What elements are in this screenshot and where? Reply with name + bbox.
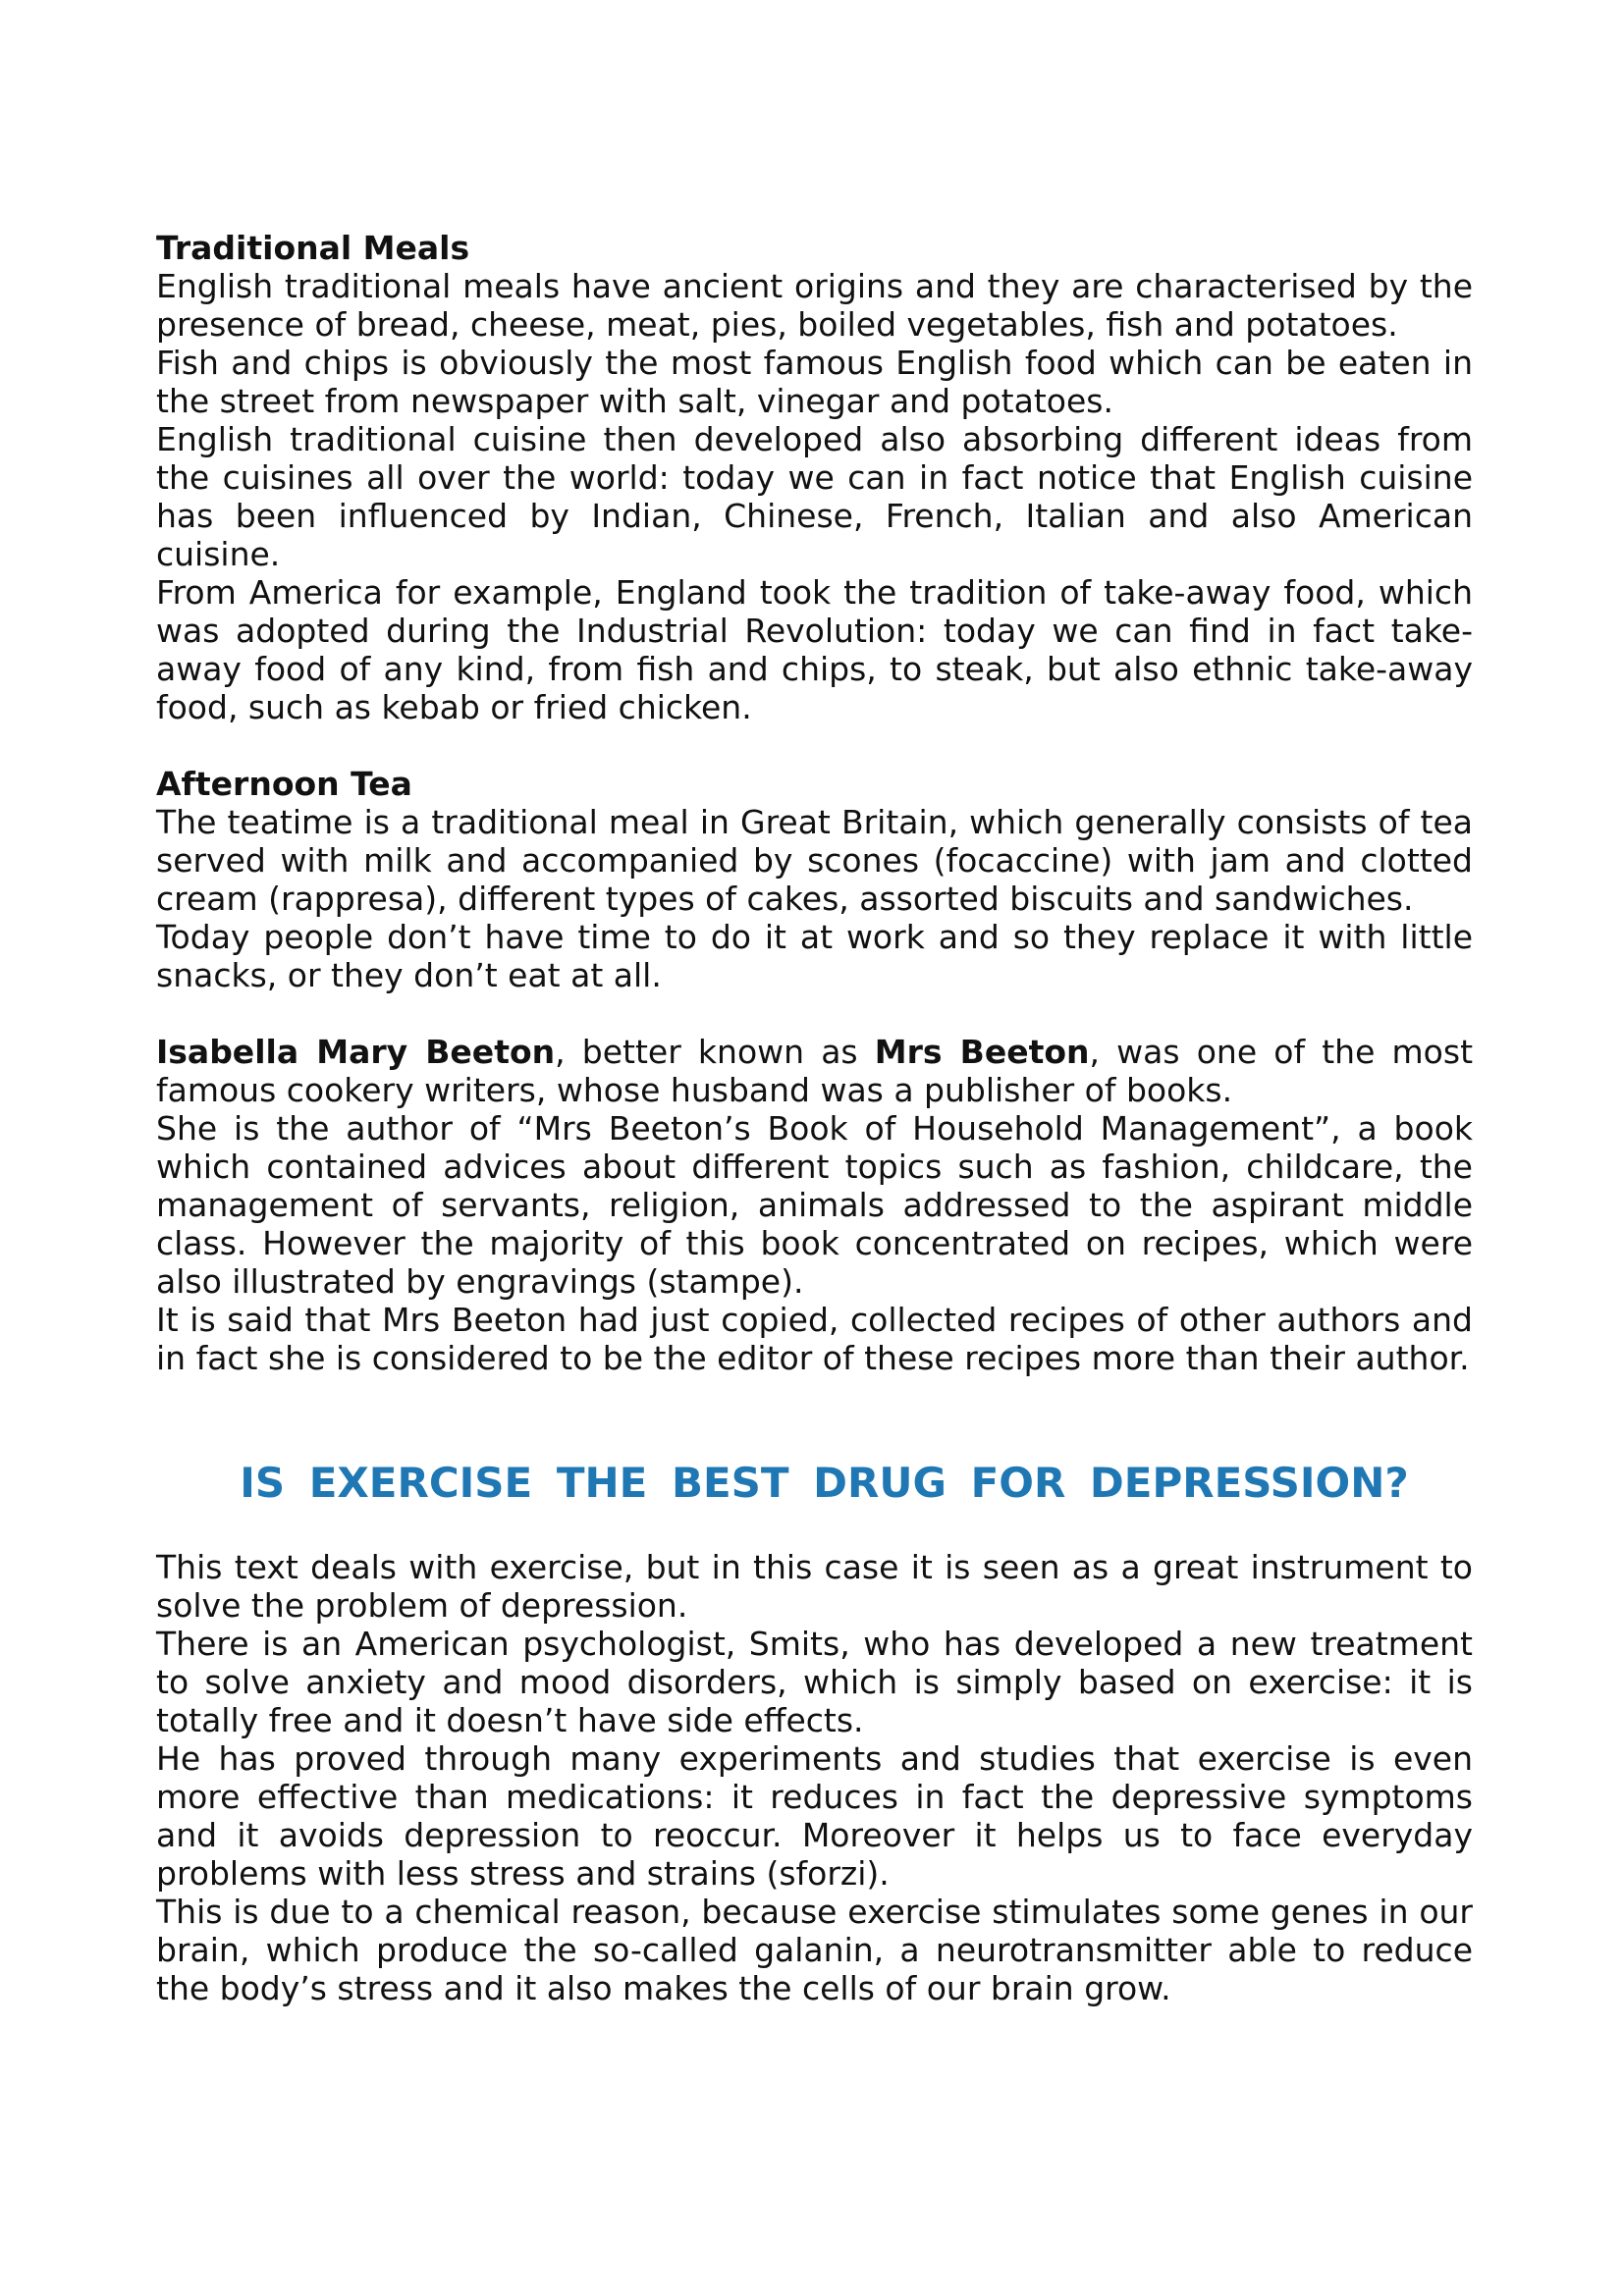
section-spacer bbox=[156, 726, 1473, 765]
exercise-paragraph-3: He has proved through many experiments and studies that exercise is even more effective than medications: it reduces in fact the depressive symptoms and it avoids depression to reoccur. Moreover it helps us to face everyday problems with less stress and strains (sforzi). bbox=[156, 1739, 1473, 1893]
afternoon-tea-section bbox=[156, 765, 1473, 994]
exercise-paragraph-1: This text deals with exercise, but in this case it is seen as a great instrument to solve the problem of depression. bbox=[156, 1548, 1473, 1625]
beeton-paragraph-1 bbox=[156, 1033, 1473, 1109]
afternoon-tea-paragraph-1: The teatime is a traditional meal in Great Britain, which generally consists of tea served with milk and accompanied by scones (focaccine) with jam and clotted cream (rappresa), different types of cakes, assorted biscuits and sandwiches. bbox=[156, 803, 1473, 918]
exercise-title: IS EXERCISE THE BEST DRUG FOR DEPRESSION? bbox=[240, 1459, 1409, 1507]
traditional-meals-section bbox=[156, 229, 1473, 726]
beeton-paragraph-2: She is the author of “Mrs Beeton’s Book of Household Management”, a book which contained advices about different topics such as fashion, childcare, the management of servants, religion, animals addressed to the aspirant middle class. However the majority of this book concentrated on recipes, which were also illustrated by engravings (stampe). bbox=[156, 1109, 1473, 1301]
afternoon-tea-paragraph-2: Today people don’t have time to do it at work and so they replace it with little snacks, or they don’t eat at all. bbox=[156, 918, 1473, 994]
beeton-paragraph-3: It is said that Mrs Beeton had just copied, collected recipes of other authors and in fact she is considered to be the editor of these recipes more than their author. bbox=[156, 1301, 1473, 1377]
beeton-name: Isabella Mary Beeton bbox=[156, 1033, 556, 1071]
exercise-paragraph-4: This is due to a chemical reason, because exercise stimulates some genes in our brain, which produce the so-called galanin, a neurotransmitter able to reduce the body’s stress and it also makes the cells of our brain grow. bbox=[156, 1893, 1473, 2007]
section-spacer bbox=[156, 994, 1473, 1033]
afternoon-tea-heading: Afternoon Tea bbox=[156, 765, 412, 803]
traditional-meals-paragraph-3: English traditional cuisine then developed also absorbing different ideas from the cuisines all over the world: today we can in fact notice that English cuisine has been influenced by Indian, Chinese, French, Italian and also American cuisine. bbox=[156, 420, 1473, 573]
exercise-paragraph-2: There is an American psychologist, Smits, who has developed a new treatment to solve anxiety and mood disorders, which is simply based on exercise: it is totally free and it doesn’t have side effects. bbox=[156, 1625, 1473, 1739]
exercise-section bbox=[156, 1548, 1473, 2007]
traditional-meals-heading: Traditional Meals bbox=[156, 229, 470, 267]
traditional-meals-paragraph-2: Fish and chips is obviously the most famous English food which can be eaten in the street from newspaper with salt, vinegar and potatoes. bbox=[156, 344, 1473, 420]
beeton-alias: Mrs Beeton bbox=[874, 1033, 1090, 1071]
beeton-section bbox=[156, 1033, 1473, 1377]
traditional-meals-paragraph-4: From America for example, England took the tradition of take-away food, which was adopted during the Industrial Revolution: today we can find in fact take-away food of any kind, from fish and chips, to steak, but also ethnic take-away food, such as kebab or fried chicken. bbox=[156, 573, 1473, 726]
traditional-meals-paragraph-1: English traditional meals have ancient origins and they are characterised by the presence of bread, cheese, meat, pies, boiled vegetables, fish and potatoes. bbox=[156, 267, 1473, 344]
beeton-rest-text: , was one of the most famous cookery writers, whose husband was a publisher of books. bbox=[156, 1033, 1474, 1109]
beeton-mid-text: , better known as bbox=[555, 1033, 875, 1071]
